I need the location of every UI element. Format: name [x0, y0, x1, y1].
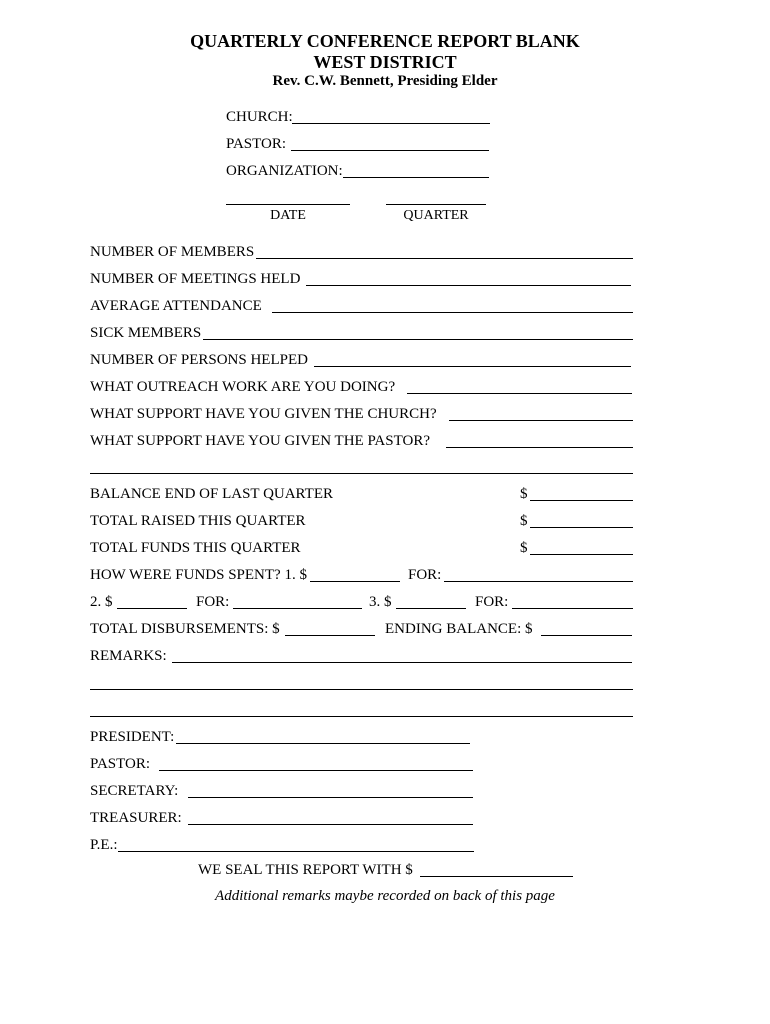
- district-title: WEST DISTRICT: [313, 52, 457, 72]
- spent-for-2-field[interactable]: [233, 608, 362, 609]
- balance-dollar: $: [520, 486, 528, 502]
- item-3-label: 3. $: [369, 594, 392, 610]
- total-funds-label: TOTAL FUNDS THIS QUARTER: [90, 540, 301, 556]
- support-church-field[interactable]: [449, 420, 633, 421]
- form-title: QUARTERLY CONFERENCE REPORT BLANK: [190, 31, 580, 51]
- balance-label: BALANCE END OF LAST QUARTER: [90, 486, 333, 502]
- spent-for-3-label: FOR:: [475, 594, 509, 610]
- spent-for-1-field[interactable]: [444, 581, 633, 582]
- pastor-field[interactable]: [291, 150, 489, 151]
- ending-balance-label: ENDING BALANCE: $: [385, 621, 533, 637]
- church-field[interactable]: [292, 123, 490, 124]
- secretary-signature-field[interactable]: [188, 797, 473, 798]
- total-funds-dollar: $: [520, 540, 528, 556]
- outreach-field[interactable]: [407, 393, 632, 394]
- extra-answer-line[interactable]: [90, 473, 633, 474]
- quarter-caption: QUARTER: [403, 208, 469, 223]
- spent-for-3-field[interactable]: [512, 608, 633, 609]
- presiding-elder: Rev. C.W. Bennett, Presiding Elder: [272, 73, 498, 89]
- support-church-label: WHAT SUPPORT HAVE YOU GIVEN THE CHURCH?: [90, 406, 437, 422]
- president-signature-field[interactable]: [176, 743, 470, 744]
- sick-members-label: SICK MEMBERS: [90, 325, 202, 341]
- outreach-label: WHAT OUTREACH WORK ARE YOU DOING?: [90, 379, 396, 395]
- spent-amount-1-field[interactable]: [310, 581, 400, 582]
- members-label: NUMBER OF MEMBERS: [90, 244, 255, 260]
- quarter-field[interactable]: [386, 204, 486, 205]
- attendance-field[interactable]: [272, 312, 633, 313]
- meetings-label: NUMBER OF MEETINGS HELD: [90, 271, 301, 287]
- funds-spent-label: HOW WERE FUNDS SPENT? 1. $: [90, 567, 307, 583]
- pe-signature-field[interactable]: [118, 851, 474, 852]
- balance-field[interactable]: [530, 500, 633, 501]
- pastor-signature-field[interactable]: [159, 770, 473, 771]
- members-field[interactable]: [256, 258, 633, 259]
- meetings-field[interactable]: [306, 285, 631, 286]
- seal-amount-field[interactable]: [420, 876, 573, 877]
- sick-members-field[interactable]: [203, 339, 633, 340]
- church-label: CHURCH:: [226, 109, 293, 125]
- spent-amount-2-field[interactable]: [117, 608, 187, 609]
- organization-field[interactable]: [343, 177, 489, 178]
- pe-label: P.E.:: [90, 837, 118, 853]
- treasurer-label: TREASURER:: [90, 810, 182, 826]
- total-funds-field[interactable]: [530, 554, 633, 555]
- raised-label: TOTAL RAISED THIS QUARTER: [90, 513, 306, 529]
- organization-label: ORGANIZATION:: [226, 163, 343, 179]
- ending-balance-field[interactable]: [541, 635, 632, 636]
- attendance-label: AVERAGE ATTENDANCE: [90, 298, 262, 314]
- spent-for-1-label: FOR:: [408, 567, 442, 583]
- persons-helped-field[interactable]: [314, 366, 631, 367]
- date-field[interactable]: [226, 204, 350, 205]
- raised-dollar: $: [520, 513, 528, 529]
- remarks-field[interactable]: [172, 662, 632, 663]
- seal-label: WE SEAL THIS REPORT WITH $: [198, 862, 413, 878]
- support-pastor-field[interactable]: [446, 447, 633, 448]
- remarks-line-2[interactable]: [90, 689, 633, 690]
- persons-helped-label: NUMBER OF PERSONS HELPED: [90, 352, 308, 368]
- president-label: PRESIDENT:: [90, 729, 175, 745]
- remarks-label: REMARKS:: [90, 648, 167, 664]
- treasurer-signature-field[interactable]: [188, 824, 473, 825]
- raised-field[interactable]: [530, 527, 633, 528]
- disbursements-label: TOTAL DISBURSEMENTS: $: [90, 621, 280, 637]
- support-pastor-label: WHAT SUPPORT HAVE YOU GIVEN THE PASTOR?: [90, 433, 430, 449]
- spent-for-2-label: FOR:: [196, 594, 230, 610]
- secretary-label: SECRETARY:: [90, 783, 179, 799]
- item-2-label: 2. $: [90, 594, 113, 610]
- footer-note: Additional remarks maybe recorded on back of this page: [215, 888, 555, 904]
- spent-amount-3-field[interactable]: [396, 608, 466, 609]
- pastor-signature-label: PASTOR:: [90, 756, 151, 772]
- pastor-label: PASTOR:: [226, 136, 287, 152]
- disbursements-field[interactable]: [285, 635, 375, 636]
- remarks-line-3[interactable]: [90, 716, 633, 717]
- date-caption: DATE: [270, 208, 306, 223]
